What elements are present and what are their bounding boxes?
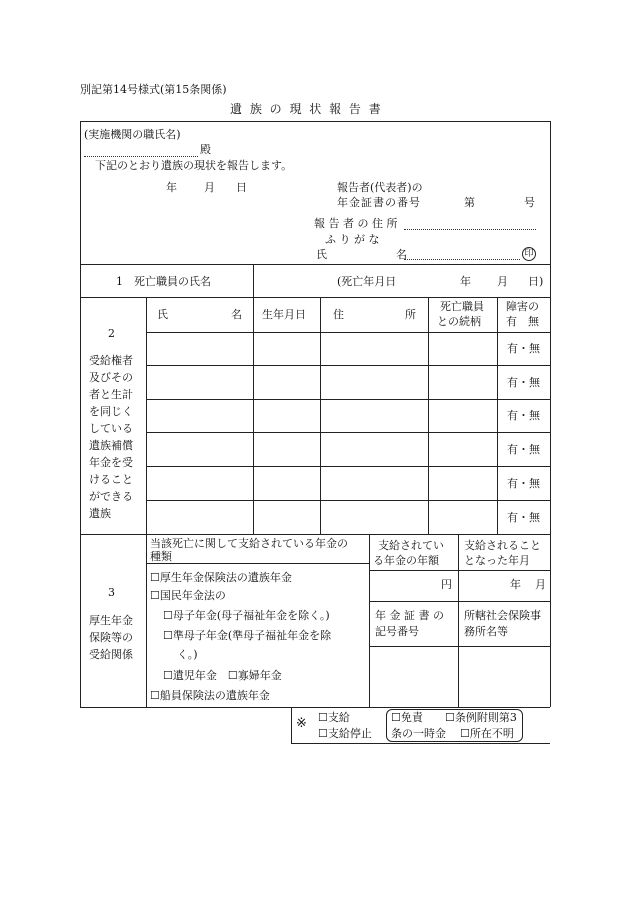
- header-disability-1: 障害の: [506, 300, 539, 313]
- death-month-label: 月: [497, 275, 508, 288]
- recipient-label: (実施機関の職氏名): [84, 128, 181, 141]
- death-year-label: 年: [460, 275, 471, 288]
- option-pay[interactable]: ☐支給: [318, 711, 350, 724]
- office-header-2: 務所名等: [464, 625, 508, 638]
- reporter-name-line: [404, 259, 520, 260]
- header-name-2: 名: [231, 308, 242, 321]
- disability-choice-row4[interactable]: 有・無: [507, 443, 540, 456]
- header-relation-1: 死亡職員: [440, 300, 484, 313]
- header-address-2: 所: [405, 308, 416, 321]
- certificate-number-prefix: 第: [464, 196, 475, 209]
- amount-header-1: 支給されてい: [378, 539, 444, 552]
- reporter-address-label: 報 告 者 の 住 所: [314, 217, 398, 230]
- pension-type-header-2: 種類: [150, 550, 172, 563]
- header-relation-2: との続柄: [437, 315, 481, 328]
- death-day-label: 日): [528, 275, 544, 288]
- start-year-label: 年: [510, 578, 521, 591]
- header-name-1: 氏: [157, 308, 168, 321]
- section3-number: 3: [108, 586, 115, 599]
- office-header-1: 所轄社会保険事: [464, 609, 541, 622]
- option-welfare-pension[interactable]: ☐厚生年金保険法の遺族年金: [150, 571, 292, 584]
- date-day-label: 日: [236, 181, 247, 194]
- option-pay-stop[interactable]: ☐支給停止: [318, 727, 372, 740]
- option-orphan-widow-pension[interactable]: ☐遺児年金 ☐寡婦年金: [163, 669, 282, 682]
- section2-number: 2: [108, 327, 115, 340]
- option-unknown-address[interactable]: ☐所在不明: [460, 727, 514, 740]
- furigana-label: ふ り が な: [325, 233, 380, 246]
- certificate-header-1: 年 金 証 書 の: [375, 609, 444, 622]
- date-year-label: 年: [166, 181, 177, 194]
- office-use-mark: ※: [296, 716, 307, 731]
- seal-mark: 印: [522, 247, 536, 261]
- date-month-label: 月: [204, 181, 215, 194]
- report-statement: 下記のとおり遺族の現状を報告します。: [95, 159, 293, 172]
- death-date-label: (死亡年月日: [337, 275, 397, 288]
- name-label-1: 氏: [316, 248, 327, 261]
- section3-side-label: 厚生年金 保険等の 受給関係: [89, 614, 133, 661]
- disability-choice-row6[interactable]: 有・無: [507, 511, 540, 524]
- option-quasi-mother-child-pension[interactable]: ☐準母子年金(準母子福祉年金を除: [163, 629, 332, 642]
- document-title: 遺 族 の 現 状 報 告 書: [230, 102, 383, 116]
- amount-unit: 円: [441, 578, 452, 591]
- option-quasi-mother-child-cont: く。): [177, 648, 198, 661]
- option-mother-child-pension[interactable]: ☐母子年金(母子福祉年金を除く。): [163, 609, 330, 622]
- disability-choice-row1[interactable]: 有・無: [507, 342, 540, 355]
- reporter-address-line: [404, 229, 536, 230]
- name-label-2: 名: [396, 248, 407, 261]
- amount-header-2: る年金の年額: [373, 554, 439, 567]
- pension-type-header-1: 当該死亡に関して支給されている年金の: [150, 537, 348, 550]
- header-birthdate: 生年月日: [262, 308, 306, 321]
- start-header-1: 支給されること: [464, 539, 541, 552]
- honorific: 殿: [200, 143, 211, 156]
- section2-side-label: 受給権者 及びその 者と生計 を同じく している 遺族補償 年金を受 けること ができる 遺族: [89, 354, 133, 520]
- start-month-label: 月: [535, 578, 546, 591]
- certificate-header-2: 記号番号: [375, 625, 419, 638]
- header-disability-2: 有 無: [506, 315, 539, 328]
- recipient-name-line: [84, 156, 198, 157]
- option-exempt[interactable]: ☐免責: [391, 711, 423, 724]
- form-number: 別記第14号様式(第15条関係): [80, 83, 227, 96]
- lump-sum-label: 条の一時金: [391, 727, 446, 740]
- option-national-pension[interactable]: ☐国民年金法の: [150, 589, 226, 602]
- start-header-2: となった年月: [464, 554, 530, 567]
- deceased-name-label: 1 死亡職員の氏名: [116, 275, 211, 288]
- reporter-label-2: 年金証書の番号: [337, 196, 421, 209]
- option-seamen-insurance[interactable]: ☐船員保険法の遺族年金: [150, 689, 270, 702]
- disability-choice-row5[interactable]: 有・無: [507, 477, 540, 490]
- certificate-number-suffix: 号: [524, 196, 535, 209]
- disability-choice-row3[interactable]: 有・無: [507, 409, 540, 422]
- option-supplementary-rule[interactable]: ☐条例附則第3: [445, 711, 517, 724]
- disability-choice-row2[interactable]: 有・無: [507, 376, 540, 389]
- header-address-1: 住: [333, 308, 344, 321]
- reporter-label-1: 報告者(代表者)の: [337, 181, 423, 194]
